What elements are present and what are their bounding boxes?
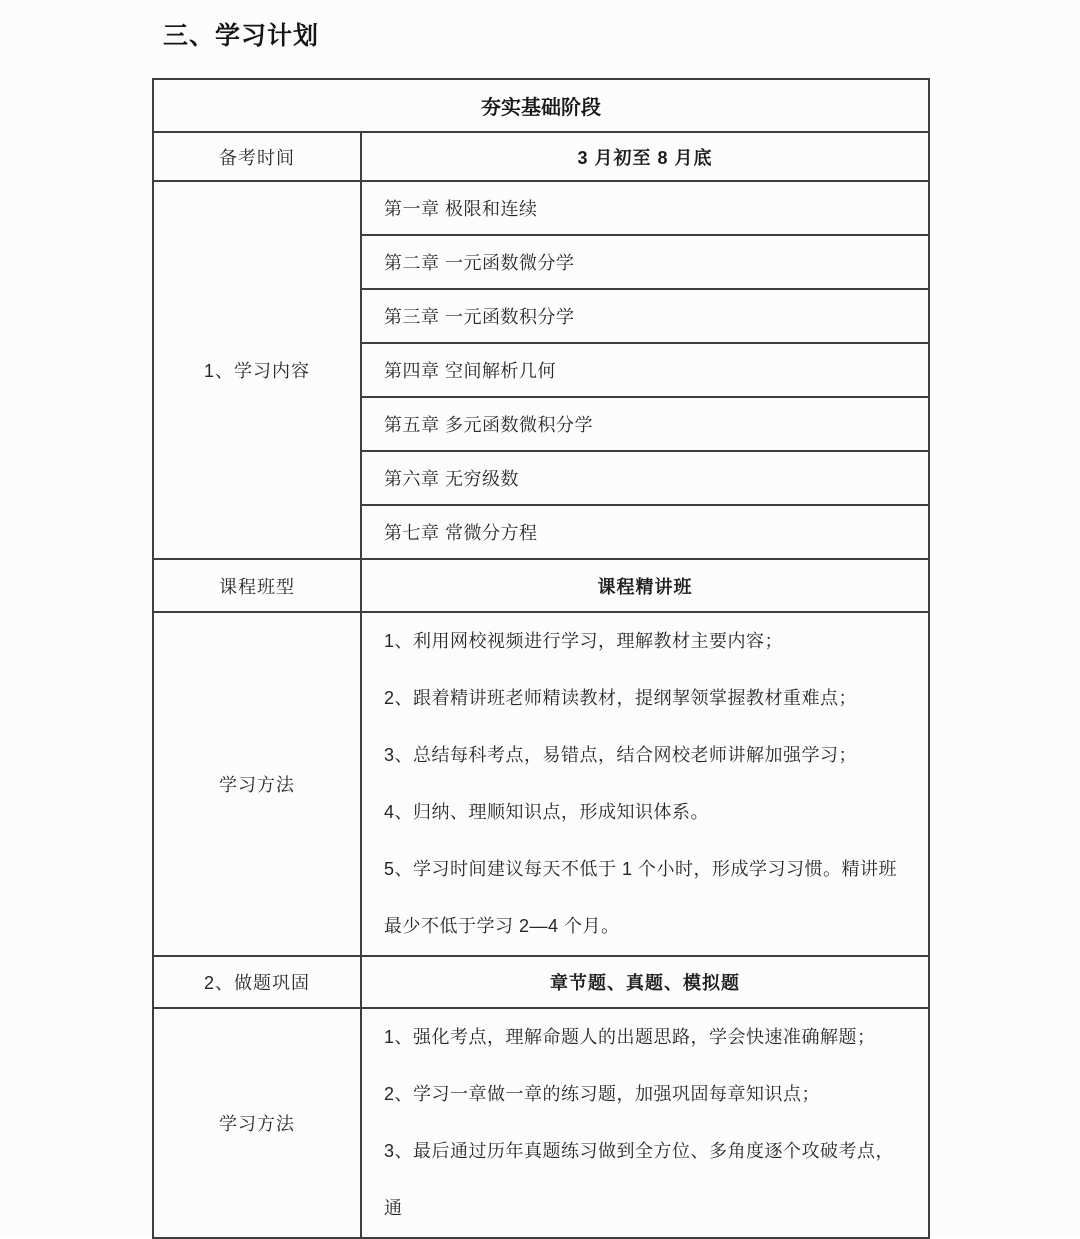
- study-plan-table: [152, 78, 930, 1239]
- method-line: 3、总结每科考点，易错点，结合网校老师讲解加强学习；: [384, 745, 858, 765]
- stage-title: 夯实基础阶段: [153, 79, 929, 132]
- chapter-item: 第三章 一元函数积分学: [361, 289, 929, 343]
- method-line: 2、跟着精讲班老师精读教材，提纲挈领掌握教材重难点；: [384, 688, 858, 708]
- study-content-label: 1、学习内容: [153, 181, 361, 559]
- method-foundation-label: 学习方法: [153, 612, 361, 956]
- chapter-item: 第二章 一元函数微分学: [361, 235, 929, 289]
- method-line: 3、最后通过历年真题练习做到全方位、多角度逐个攻破考点，通: [384, 1141, 895, 1218]
- chapter-item: 第五章 多元函数微积分学: [361, 397, 929, 451]
- method-practice-row: [153, 1008, 929, 1238]
- prep-time-value: 3 月初至 8 月底: [361, 132, 929, 181]
- chapter-row: [153, 181, 929, 235]
- chapter-item: 第一章 极限和连续: [361, 181, 929, 235]
- course-type-row: [153, 559, 929, 612]
- course-type-value: 课程精讲班: [361, 559, 929, 612]
- practice-label: 2、做题巩固: [153, 956, 361, 1008]
- chapter-item: 第七章 常微分方程: [361, 505, 929, 559]
- method-line: 4、归纳、理顺知识点，形成知识体系。: [384, 802, 710, 822]
- practice-row: [153, 956, 929, 1008]
- method-line: 1、强化考点，理解命题人的出题思路，学会快速准确解题；: [384, 1027, 876, 1047]
- prep-time-row: [153, 132, 929, 181]
- stage-header-row: [153, 79, 929, 132]
- method-foundation-row: [153, 612, 929, 956]
- method-foundation-content: [361, 612, 929, 956]
- method-line: 1、利用网校视频进行学习，理解教材主要内容；: [384, 631, 784, 651]
- method-practice-content: [361, 1008, 929, 1238]
- section-title: 三、学习计划: [163, 22, 320, 50]
- practice-value: 章节题、真题、模拟题: [361, 956, 929, 1008]
- chapter-item: 第四章 空间解析几何: [361, 343, 929, 397]
- prep-time-label: 备考时间: [153, 132, 361, 181]
- method-line: 5、学习时间建议每天不低于 1 个小时，形成学习习惯。精讲班最少不低于学习 2—4 个月。: [384, 859, 898, 936]
- method-practice-label: 学习方法: [153, 1008, 361, 1238]
- chapter-item: 第六章 无穷级数: [361, 451, 929, 505]
- method-line: 2、学习一章做一章的练习题，加强巩固每章知识点；: [384, 1084, 821, 1104]
- course-type-label: 课程班型: [153, 559, 361, 612]
